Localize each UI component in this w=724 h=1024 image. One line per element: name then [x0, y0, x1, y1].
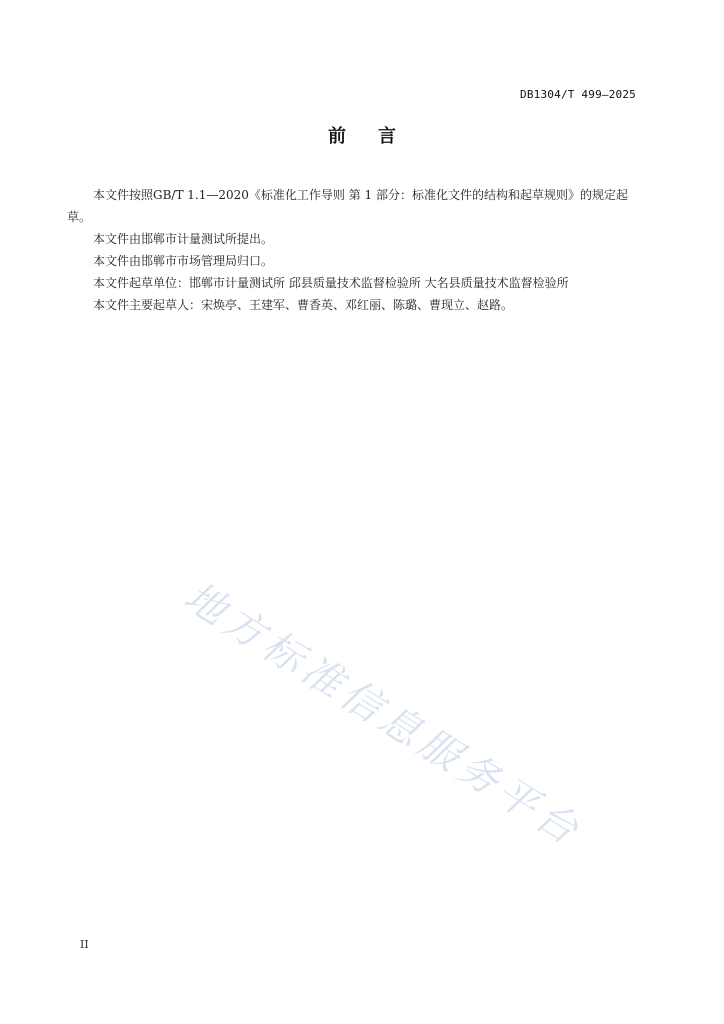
paragraph-administrator: 本文件由邯郸市市场管理局归口。 — [93, 254, 274, 268]
paragraph-proposer: 本文件由邯郸市计量测试所提出。 — [93, 232, 274, 246]
paragraph-drafting-units: 本文件起草单位：邯郸市计量测试所 邱县质量技术监督检验所 大名县质量技术监督检验所 — [93, 276, 569, 290]
page-number: II — [80, 938, 89, 951]
watermark: 地方标准信息服务平台 — [175, 573, 591, 857]
foreword-body — [67, 184, 637, 316]
document-code: DB1304/T 499—2025 — [520, 88, 636, 101]
paragraph-drafting-rules: 本文件按照GB/T 1.1—2020《标准化工作导则 第 1 部分：标准化文件的结构和起草规则》的规定起草。 — [67, 188, 628, 224]
paragraph-drafters: 本文件主要起草人：宋焕亭、王建军、曹香英、邓红丽、陈璐、曹现立、赵路。 — [93, 298, 514, 312]
section-title: 前言 — [328, 126, 428, 147]
